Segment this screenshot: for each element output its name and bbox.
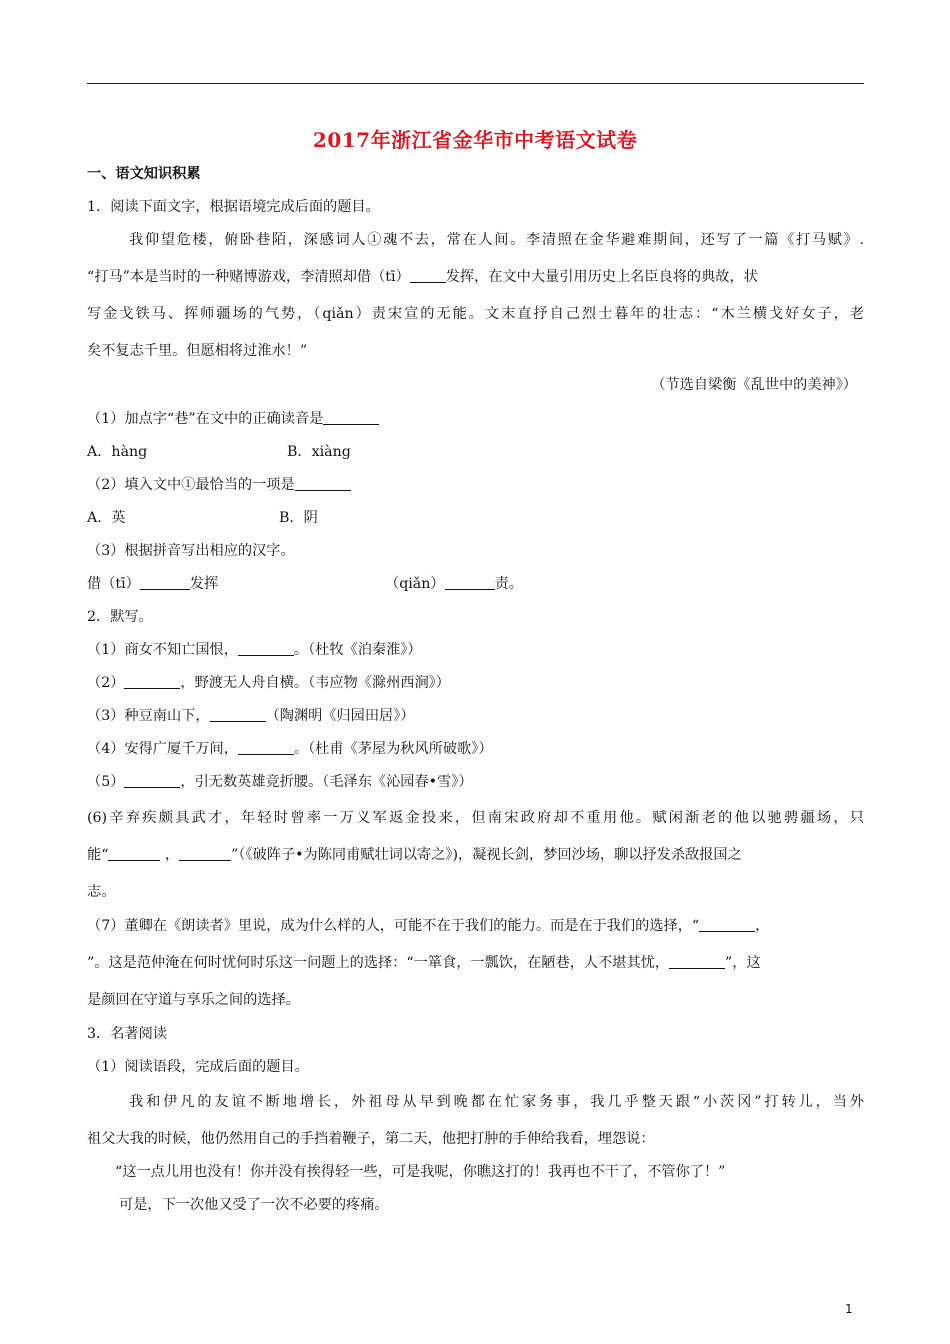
q1-sub1-options [87,442,864,462]
answer-blank[interactable] [210,707,266,722]
q1-sub1: （1）加点字“巷”在文中的正确读音是 [87,409,864,429]
q3-sub1: （1）阅读语段，完成后面的题目。 [87,1059,309,1075]
q3-stem: 3．名著阅读 [87,1026,167,1042]
answer-blank[interactable] [124,674,180,689]
q2-item: （3）种豆南山下， （陶渊明《归园田居》） [87,708,415,724]
q2-item-continued: 是颜回在守道与享乐之间的选择。 [87,992,300,1008]
q2-item: (6)辛弃疾颇具武才，年轻时曾率一万义军返金投来，但南宋政府却不重用他。赋闲渐老的他以驰骋疆场，只 [87,810,864,826]
q2-stem: 2．默写。 [87,609,153,625]
q3-passage-line: 我和伊凡的友谊不断地增长，外祖母从早到晚都在忙家务事，我几乎整天跟“小茨冈”打转儿，当外 [129,1094,864,1110]
q2-item-continued: ”。这是范仲淹在何时忧何时乐这一问题上的选择：“一箪食，一瓢饮，在陋巷，人不堪其忧， ”，这 [87,955,761,971]
page-number: 1 [845,1302,853,1316]
q2-item: （5） ，引无数英雄竞折腰。（毛泽东《沁园春•雪》） [87,774,473,790]
answer-blank[interactable] [238,641,294,656]
page-title: 2017年浙江省金华市中考语文试卷 [312,128,638,152]
q1-passage-line: 矣不复志千里。但愿相将过淮水！” [87,343,308,359]
answer-blank[interactable] [410,268,446,283]
answer-blank[interactable] [108,846,160,861]
q1-passage-line: “打马”本是当时的一种赌博游戏，李清照却借（tī） 发挥，在文中大量引用历史上名臣良将的典故，状 [87,269,758,285]
q2-item: （2） ，野渡无人舟自横。（韦应物《滁州西涧》） [87,675,450,691]
answer-blank[interactable] [669,954,725,969]
q2-item: （7）董卿在《朗读者》里说，成为什么样的人，可能不在于我们的能力。而是在于我们的选择，“ ， [87,918,770,934]
q1-passage-line: 写金戈铁马、挥师疆场的气势，（qiǎn）责宋宣的无能。文末直抒自己烈士暮年的壮志：“木兰横戈好女子，老 [87,306,864,322]
q1-sub2: （2）填入文中①最恰当的一项是 [87,475,864,495]
q1-sub3: （3）根据拼音写出相应的汉字。 [87,543,295,559]
answer-blank[interactable] [124,773,180,788]
q2-item-continued: 志。 [87,884,116,900]
answer-blank[interactable] [179,846,231,861]
q1-sub3-blanks: 借（tī） 发挥 （qiǎn） 责。 [87,576,523,592]
option-b[interactable]: B．阴 [279,510,318,526]
option-a[interactable]: A．hàng [87,444,148,460]
answer-blank[interactable] [445,575,495,590]
q1-passage-line: 我仰望危楼，俯卧巷陌，深感词人①魂不去，常在人间。李清照在金华避难期间，还写了一篇《打马赋》. [129,232,864,248]
answer-blank[interactable] [323,410,379,425]
q1-stem: 1．阅读下面文字，根据语境完成后面的题目。 [87,199,380,215]
q2-item: （1）商女不知亡国恨， 。（杜牧《泊秦淮》） [87,642,422,658]
answer-blank[interactable] [699,917,755,932]
answer-blank[interactable] [140,575,190,590]
q3-passage-line: 祖父大我的时候，他仍然用自己的手挡着鞭子，第二天，他把打肿的手伸给我看，埋怨说： [87,1131,655,1147]
section-heading: 一、语文知识积累 [87,166,201,182]
option-a[interactable]: A．英 [87,510,126,526]
q2-item-continued: 能“ ， ”（《破阵子•为陈同甫赋壮词以寄之》)，凝视长剑，梦回沙场，聊以抒发杀敌报国之 [87,847,742,863]
q1-source: （节选自梁衡《乱世中的美神》） [651,377,857,393]
q3-passage-line: 可是，下一次他又受了一次不必要的疼痛。 [119,1197,389,1213]
option-b[interactable]: B．xiàng [287,444,351,460]
answer-blank[interactable] [238,740,294,755]
answer-blank[interactable] [295,476,351,491]
header-rule [87,83,864,84]
q1-sub2-options [87,508,864,528]
q2-item: （4）安得广厦千万间， 。（杜甫《茅屋为秋风所破歌》） [87,741,493,757]
q3-passage-line: “这一点儿用也没有！你并没有挨得轻一些，可是我呢，你瞧这打的！我再也不干了，不管你了！” [115,1164,726,1180]
